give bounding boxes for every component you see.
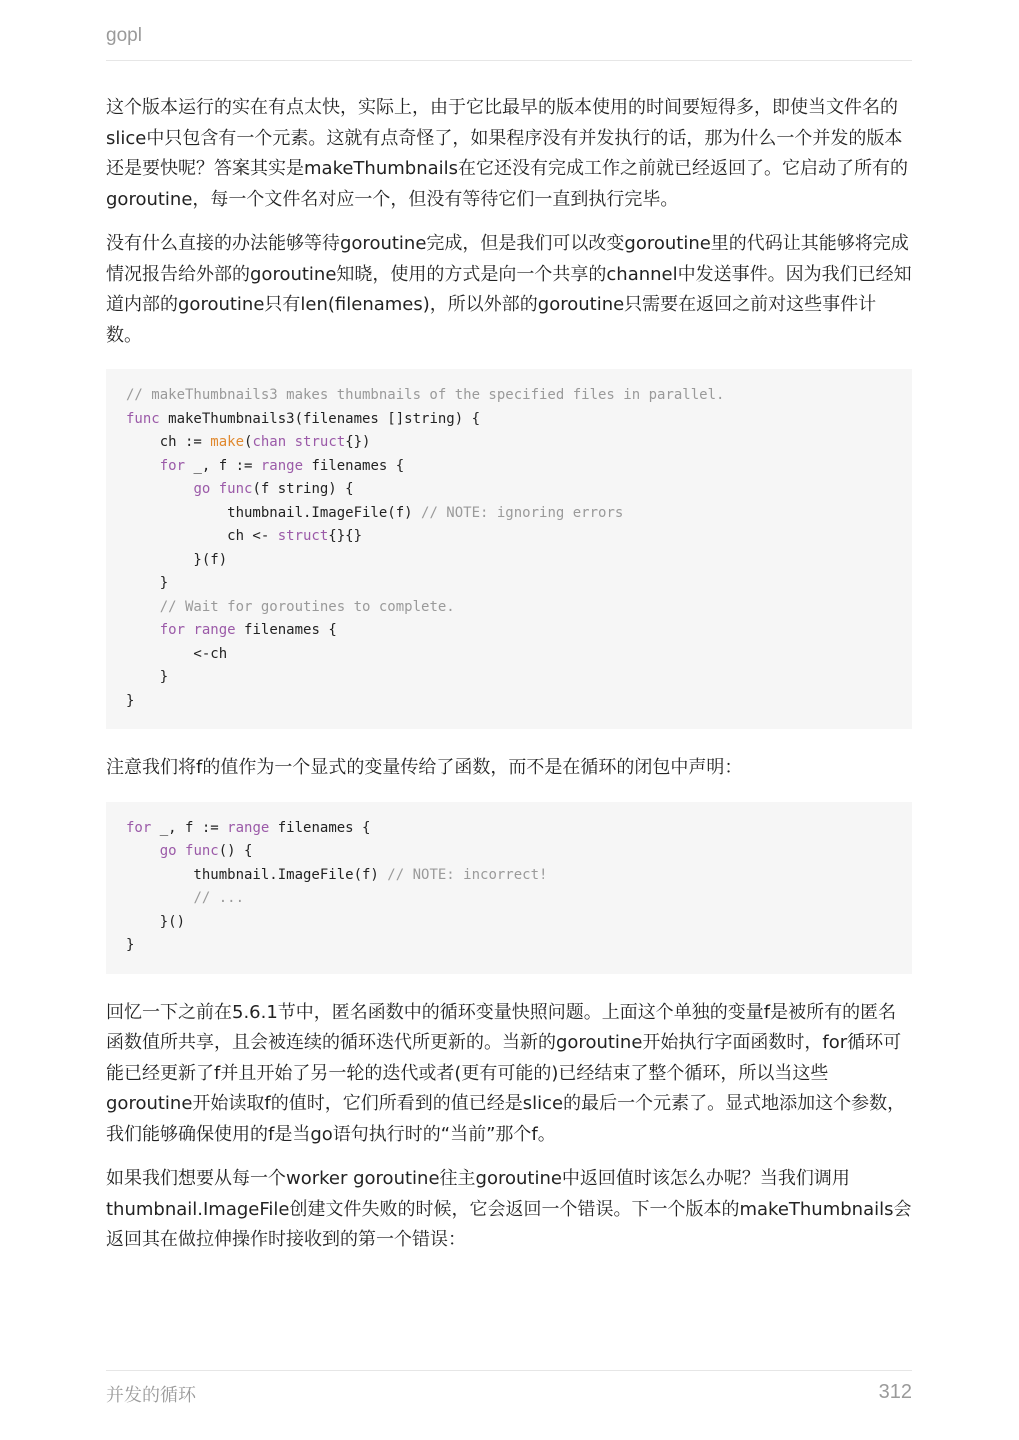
code-keyword: struct xyxy=(277,528,329,544)
code-text: } xyxy=(126,937,135,953)
code-text: filenames { xyxy=(303,457,405,474)
code-block-makethumbnails3 xyxy=(106,369,912,729)
code-text xyxy=(126,890,193,906)
code-text: }(f) xyxy=(126,551,228,568)
paragraph: 如果我们想要从每一个worker goroutine往主goroutine中返回值时该怎么办呢？当我们调用thumbnail.ImageFile创建文件失败的时候，它会返回一个错误。下一个版本的makeThumbnails会返回其在做拉伸操作时接收到的第一个错误： xyxy=(106,1168,912,1250)
code-line xyxy=(126,666,892,690)
code-line xyxy=(126,643,892,667)
code-line xyxy=(126,549,892,573)
chapter-title: 并发的循环 xyxy=(106,1385,196,1406)
paragraph: 这个版本运行的实在有点太快，实际上，由于它比最早的版本使用的时间要短得多，即使当文件名的slice中只包含有一个元素。这就有点奇怪了，如果程序没有并发执行的话，那为什么一个并发的版本还是要快呢？答案其实是makeThumbnails在它还没有完成工作之前就已经返回了。它启动了所有的goroutine，每一个文件名对应一个，但没有等待它们一直到执行完毕。 xyxy=(106,97,909,210)
code-line xyxy=(126,864,892,888)
code-comment: // NOTE: incorrect! xyxy=(387,866,548,883)
code-text: filenames { xyxy=(269,819,371,836)
code-text: <-ch xyxy=(126,645,228,662)
code-keyword: struct xyxy=(294,434,346,450)
code-keyword: go xyxy=(193,481,211,497)
code-comment: // NOTE: ignoring errors xyxy=(421,504,624,521)
code-text xyxy=(126,481,193,497)
paragraph: 回忆一下之前在5.6.1节中，匿名函数中的循环变量快照问题。上面这个单独的变量f是被所有的匿名函数值所共享，且会被连续的循环迭代所更新的。当新的goroutine开始执行字面函数时，for循环可能已经更新了f并且开始了另一轮的迭代或者(更有可能的)已经结束了整个循环，所以当这些goroutine开始读取f的值时，它们所看到的值已经是slice的最后一个元素了。显式地添加这个参数，我们能够确保使用的f是当go语句执行时的“当前”那个f。 xyxy=(106,1001,906,1145)
code-text xyxy=(126,458,160,474)
code-keyword: chan xyxy=(252,434,287,450)
code-text xyxy=(126,599,160,615)
code-comment: // ... xyxy=(193,890,245,906)
code-block-incorrect-closure xyxy=(106,802,912,974)
code-builtin: make xyxy=(210,434,245,450)
page-header xyxy=(106,24,912,61)
code-text: _, f := xyxy=(151,819,228,836)
code-line xyxy=(126,619,892,643)
code-keyword: for xyxy=(159,457,186,474)
code-line xyxy=(126,840,892,864)
code-line xyxy=(126,478,892,502)
code-text: _, f := xyxy=(185,457,261,474)
paragraph: 没有什么直接的办法能够等待goroutine完成，但是我们可以改变goroutine里的代码让其能够将完成情况报告给外部的goroutine知晓，使用的方式是向一个共享的channel中发送事件。因为我们已经知道内部的goroutine只有len(filenames)，所以外部的goroutine只需要在返回之前对这些事件计数。 xyxy=(106,233,912,346)
code-line xyxy=(126,817,892,841)
code-text: filenames { xyxy=(235,622,337,638)
code-text xyxy=(286,434,294,450)
code-text: thumbnail.ImageFile(f) xyxy=(126,866,388,883)
code-keyword: for xyxy=(126,819,152,836)
code-keyword: func xyxy=(126,410,160,427)
code-text xyxy=(177,843,185,859)
code-keyword: func xyxy=(218,481,253,497)
code-text: {}{} xyxy=(328,528,363,544)
code-text xyxy=(126,622,160,638)
paragraph: 注意我们将f的值作为一个显式的变量传给了函数，而不是在循环的闭包中声明： xyxy=(106,757,743,778)
code-comment: // makeThumbnails3 makes thumbnails of the specified files in parallel. xyxy=(126,387,725,403)
code-line xyxy=(126,690,892,714)
code-text: } xyxy=(126,692,135,709)
code-line xyxy=(126,596,892,620)
code-keyword: range xyxy=(227,819,270,836)
code-text: } xyxy=(126,575,169,591)
page-footer xyxy=(106,1370,912,1411)
code-text: makeThumbnails3(filenames []string) { xyxy=(159,410,481,427)
code-text: ch <- xyxy=(126,528,278,544)
code-keyword: go xyxy=(159,843,177,859)
book-title: gopl xyxy=(106,25,142,46)
code-line xyxy=(126,384,892,408)
code-text: (f string) { xyxy=(252,481,354,497)
code-text xyxy=(210,481,218,497)
code-keyword: for xyxy=(159,622,186,638)
code-line xyxy=(126,934,892,958)
code-text xyxy=(126,843,160,859)
page-number: 312 xyxy=(878,1381,912,1403)
code-line xyxy=(126,572,892,596)
code-text: () { xyxy=(218,843,253,859)
code-text: } xyxy=(126,669,169,685)
code-keyword: range xyxy=(193,622,236,638)
page-content xyxy=(106,93,912,1270)
code-text: thumbnail.ImageFile(f) xyxy=(126,504,422,521)
code-line xyxy=(126,408,892,432)
code-line xyxy=(126,502,892,526)
code-text: ( xyxy=(244,434,253,450)
code-line xyxy=(126,431,892,455)
code-keyword: func xyxy=(185,843,219,859)
code-line xyxy=(126,525,892,549)
code-keyword: range xyxy=(260,457,304,474)
code-text: ch := xyxy=(126,434,211,450)
code-text: {}) xyxy=(345,434,371,450)
code-line xyxy=(126,887,892,911)
code-line xyxy=(126,911,892,935)
code-line xyxy=(126,455,892,479)
code-comment: // Wait for goroutines to complete. xyxy=(159,598,455,615)
code-text: }() xyxy=(126,913,186,930)
